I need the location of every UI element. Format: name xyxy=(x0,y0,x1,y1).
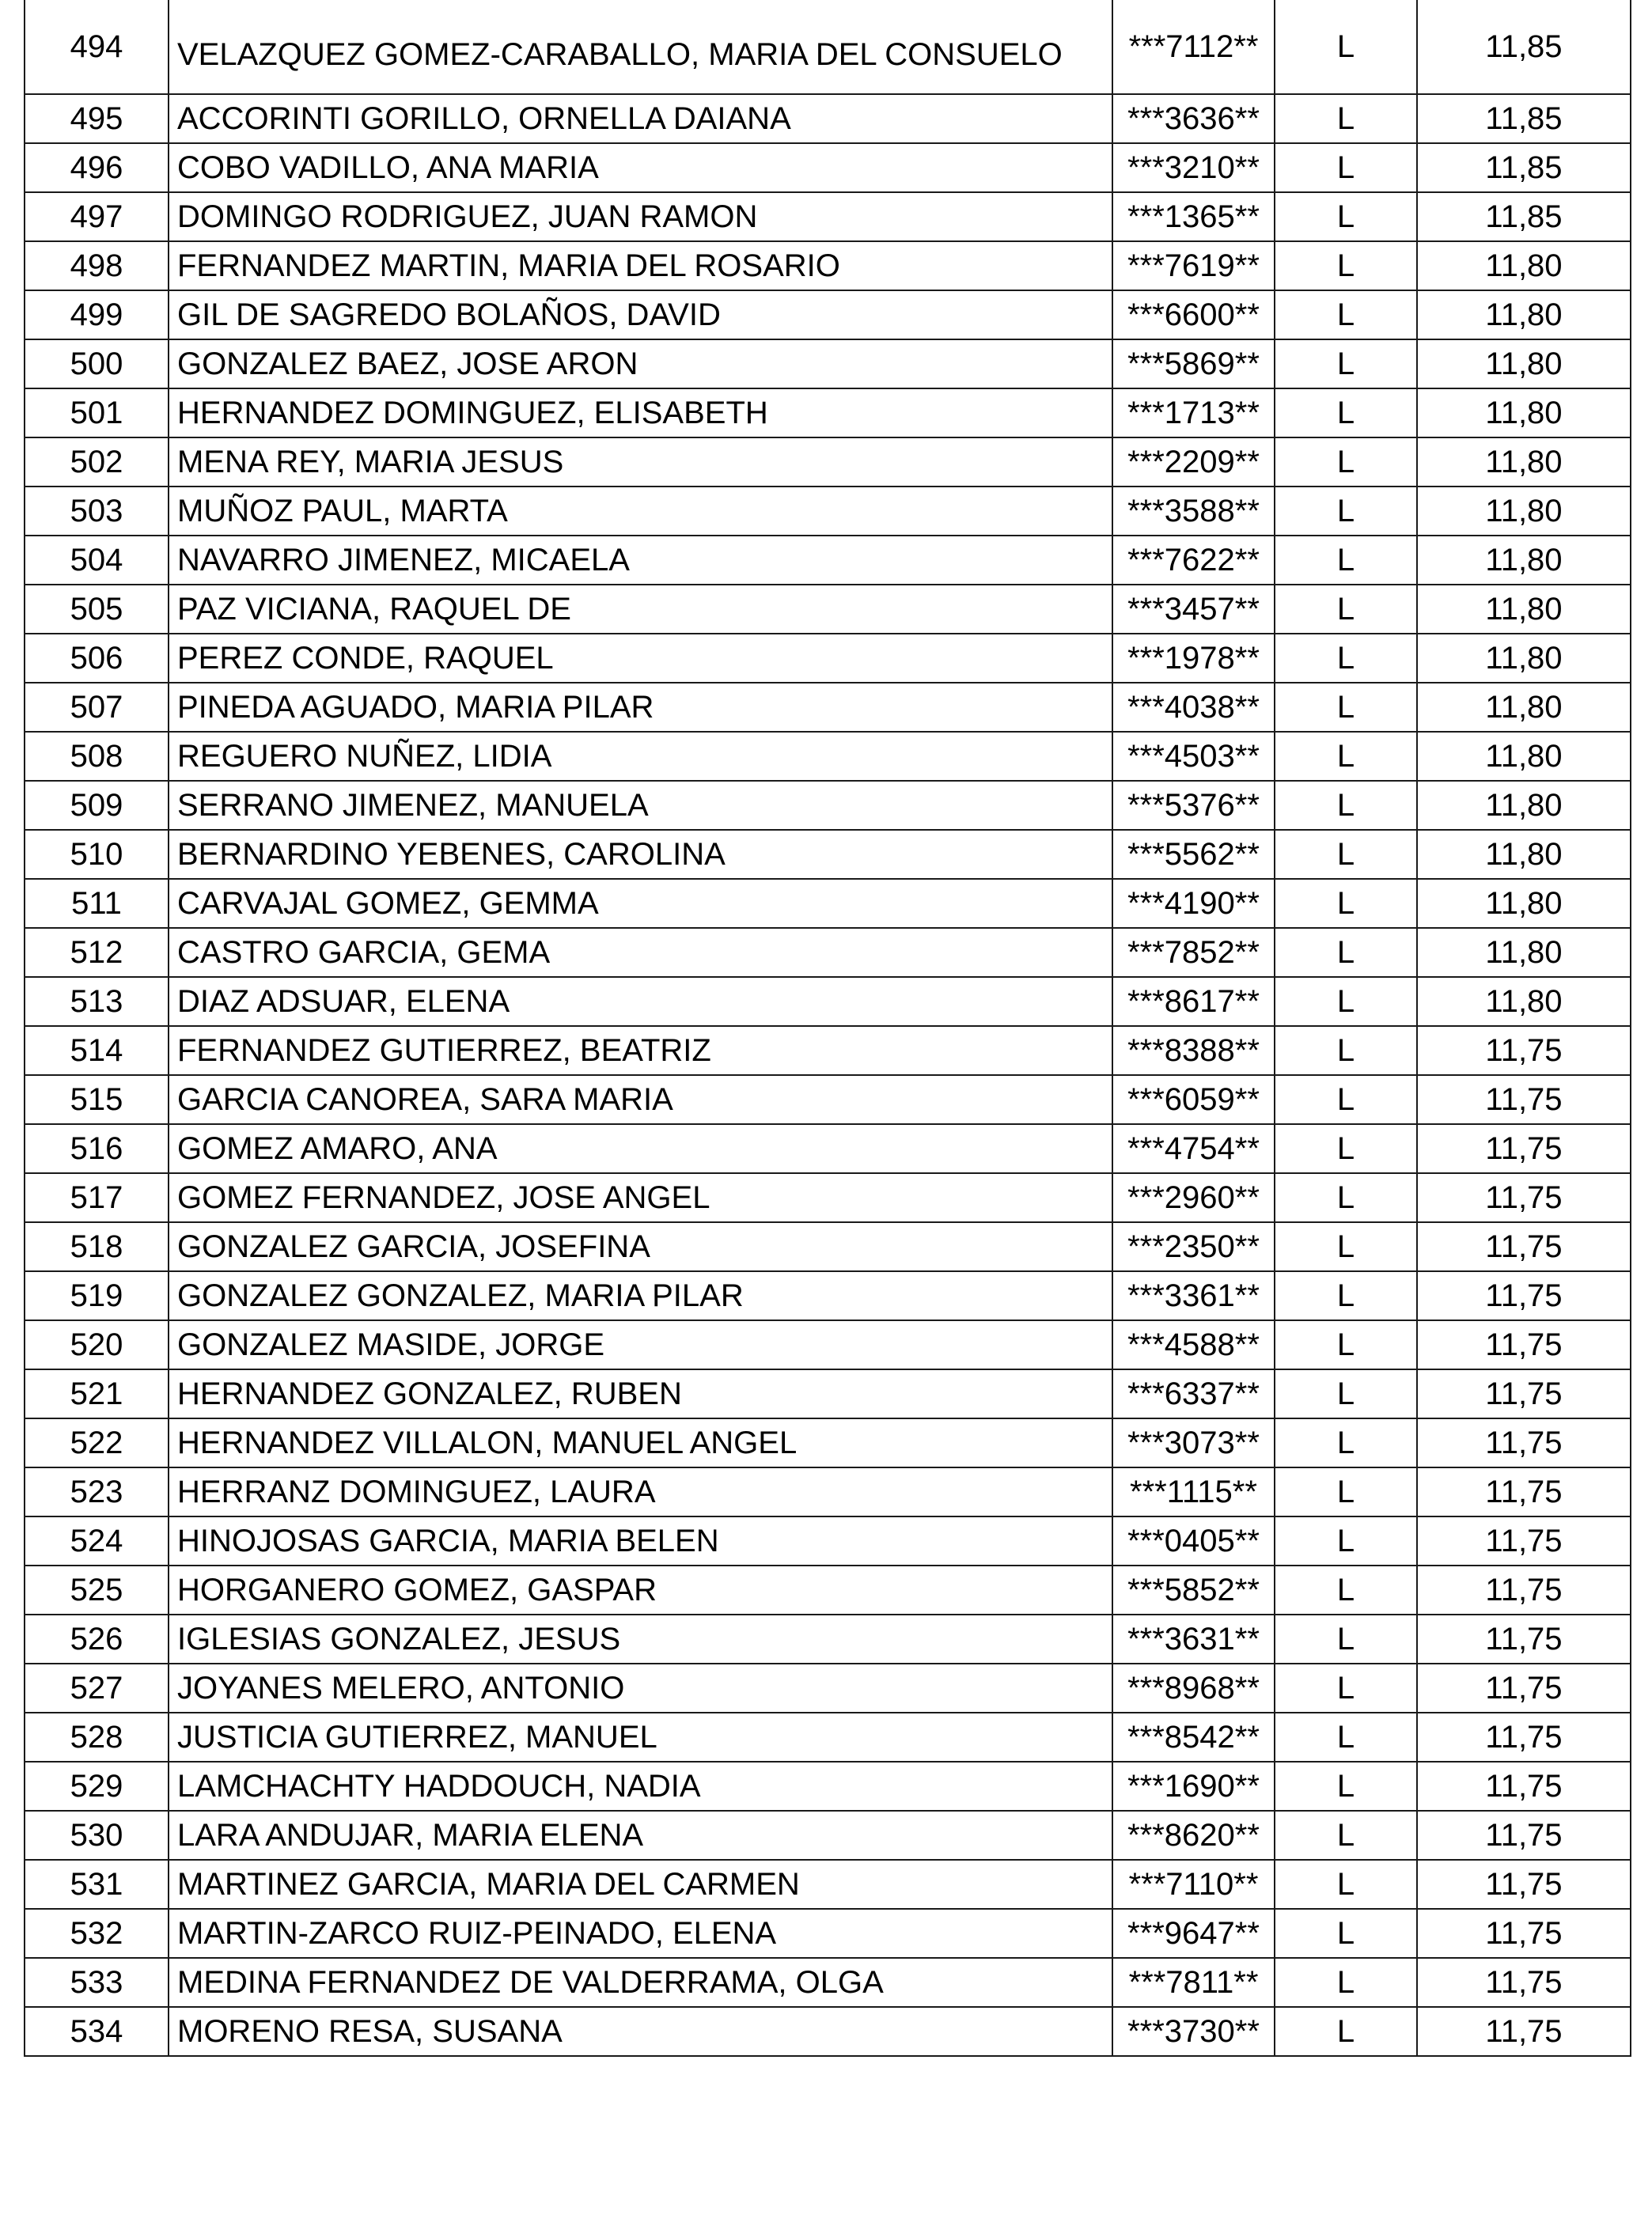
candidate-name: GARCIA CANOREA, SARA MARIA xyxy=(169,1075,1112,1124)
masked-id: ***1115** xyxy=(1112,1467,1275,1516)
table-row xyxy=(25,1026,1631,1075)
access-type: L xyxy=(1275,94,1417,143)
row-number: 501 xyxy=(25,388,169,437)
access-type: L xyxy=(1275,536,1417,585)
masked-id: ***7811** xyxy=(1112,1958,1275,2007)
score: 11,75 xyxy=(1417,1271,1631,1320)
table-row xyxy=(25,1958,1631,2007)
row-number: 519 xyxy=(25,1271,169,1320)
candidate-name: MARTINEZ GARCIA, MARIA DEL CARMEN xyxy=(169,1860,1112,1909)
masked-id: ***6059** xyxy=(1112,1075,1275,1124)
masked-id: ***4754** xyxy=(1112,1124,1275,1173)
masked-id: ***3636** xyxy=(1112,94,1275,143)
row-number: 513 xyxy=(25,977,169,1026)
score: 11,75 xyxy=(1417,1026,1631,1075)
candidate-name: ACCORINTI GORILLO, ORNELLA DAIANA xyxy=(169,94,1112,143)
masked-id: ***3631** xyxy=(1112,1615,1275,1664)
access-type: L xyxy=(1275,1418,1417,1467)
row-number: 516 xyxy=(25,1124,169,1173)
row-number: 528 xyxy=(25,1713,169,1762)
candidate-name: MARTIN-ZARCO RUIZ-PEINADO, ELENA xyxy=(169,1909,1112,1958)
masked-id: ***4190** xyxy=(1112,879,1275,928)
score: 11,85 xyxy=(1417,192,1631,241)
row-number: 494 xyxy=(25,0,169,94)
table-row xyxy=(25,487,1631,536)
row-number: 521 xyxy=(25,1369,169,1418)
candidate-name: PAZ VICIANA, RAQUEL DE xyxy=(169,585,1112,634)
table-row xyxy=(25,1271,1631,1320)
score: 11,80 xyxy=(1417,487,1631,536)
row-number: 527 xyxy=(25,1664,169,1713)
candidate-name: REGUERO NUÑEZ, LIDIA xyxy=(169,732,1112,781)
masked-id: ***2350** xyxy=(1112,1222,1275,1271)
candidate-name: MENA REY, MARIA JESUS xyxy=(169,437,1112,487)
masked-id: ***0405** xyxy=(1112,1516,1275,1566)
row-number: 532 xyxy=(25,1909,169,1958)
row-number: 499 xyxy=(25,290,169,339)
access-type: L xyxy=(1275,1615,1417,1664)
access-type: L xyxy=(1275,1762,1417,1811)
masked-id: ***2960** xyxy=(1112,1173,1275,1222)
table-row xyxy=(25,2007,1631,2056)
row-number: 510 xyxy=(25,830,169,879)
candidate-name: MUÑOZ PAUL, MARTA xyxy=(169,487,1112,536)
masked-id: ***8617** xyxy=(1112,977,1275,1026)
table-row xyxy=(25,241,1631,290)
access-type: L xyxy=(1275,634,1417,683)
score: 11,75 xyxy=(1417,1320,1631,1369)
candidate-name: GONZALEZ BAEZ, JOSE ARON xyxy=(169,339,1112,388)
score: 11,75 xyxy=(1417,1075,1631,1124)
row-number: 529 xyxy=(25,1762,169,1811)
candidate-name: GONZALEZ GARCIA, JOSEFINA xyxy=(169,1222,1112,1271)
masked-id: ***8620** xyxy=(1112,1811,1275,1860)
candidate-name: HINOJOSAS GARCIA, MARIA BELEN xyxy=(169,1516,1112,1566)
row-number: 507 xyxy=(25,683,169,732)
score: 11,80 xyxy=(1417,732,1631,781)
access-type: L xyxy=(1275,1124,1417,1173)
row-number: 520 xyxy=(25,1320,169,1369)
candidate-name: COBO VADILLO, ANA MARIA xyxy=(169,143,1112,192)
results-table-body xyxy=(25,0,1631,2056)
score: 11,85 xyxy=(1417,0,1631,94)
masked-id: ***6600** xyxy=(1112,290,1275,339)
table-row xyxy=(25,388,1631,437)
masked-id: ***4038** xyxy=(1112,683,1275,732)
access-type: L xyxy=(1275,928,1417,977)
candidate-name: HERNANDEZ VILLALON, MANUEL ANGEL xyxy=(169,1418,1112,1467)
table-row xyxy=(25,1860,1631,1909)
access-type: L xyxy=(1275,1271,1417,1320)
row-number: 495 xyxy=(25,94,169,143)
masked-id: ***1713** xyxy=(1112,388,1275,437)
table-row xyxy=(25,634,1631,683)
table-row xyxy=(25,1713,1631,1762)
access-type: L xyxy=(1275,879,1417,928)
score: 11,80 xyxy=(1417,977,1631,1026)
masked-id: ***7112** xyxy=(1112,0,1275,94)
candidate-name: GOMEZ FERNANDEZ, JOSE ANGEL xyxy=(169,1173,1112,1222)
row-number: 500 xyxy=(25,339,169,388)
row-number: 509 xyxy=(25,781,169,830)
table-row xyxy=(25,1075,1631,1124)
access-type: L xyxy=(1275,781,1417,830)
candidate-name: IGLESIAS GONZALEZ, JESUS xyxy=(169,1615,1112,1664)
score: 11,80 xyxy=(1417,879,1631,928)
row-number: 514 xyxy=(25,1026,169,1075)
access-type: L xyxy=(1275,977,1417,1026)
candidate-name: PEREZ CONDE, RAQUEL xyxy=(169,634,1112,683)
row-number: 515 xyxy=(25,1075,169,1124)
score: 11,80 xyxy=(1417,536,1631,585)
masked-id: ***5376** xyxy=(1112,781,1275,830)
row-number: 505 xyxy=(25,585,169,634)
access-type: L xyxy=(1275,437,1417,487)
access-type: L xyxy=(1275,1320,1417,1369)
score: 11,75 xyxy=(1417,1467,1631,1516)
access-type: L xyxy=(1275,1958,1417,2007)
candidate-name: GONZALEZ MASIDE, JORGE xyxy=(169,1320,1112,1369)
access-type: L xyxy=(1275,1369,1417,1418)
masked-id: ***7619** xyxy=(1112,241,1275,290)
row-number: 498 xyxy=(25,241,169,290)
masked-id: ***9647** xyxy=(1112,1909,1275,1958)
score: 11,75 xyxy=(1417,1615,1631,1664)
candidate-name: HORGANERO GOMEZ, GASPAR xyxy=(169,1566,1112,1615)
score: 11,80 xyxy=(1417,683,1631,732)
score: 11,80 xyxy=(1417,634,1631,683)
candidate-name: BERNARDINO YEBENES, CAROLINA xyxy=(169,830,1112,879)
table-row xyxy=(25,1811,1631,1860)
score: 11,75 xyxy=(1417,1909,1631,1958)
candidate-name: JUSTICIA GUTIERREZ, MANUEL xyxy=(169,1713,1112,1762)
score: 11,75 xyxy=(1417,1713,1631,1762)
table-row xyxy=(25,290,1631,339)
score: 11,75 xyxy=(1417,1173,1631,1222)
table-row xyxy=(25,781,1631,830)
access-type: L xyxy=(1275,1467,1417,1516)
masked-id: ***3457** xyxy=(1112,585,1275,634)
masked-id: ***3588** xyxy=(1112,487,1275,536)
access-type: L xyxy=(1275,192,1417,241)
table-row xyxy=(25,977,1631,1026)
results-document xyxy=(24,0,1630,2057)
access-type: L xyxy=(1275,1713,1417,1762)
candidate-name: VELAZQUEZ GOMEZ-CARABALLO, MARIA DEL CONSUELO xyxy=(169,0,1112,94)
candidate-name: GONZALEZ GONZALEZ, MARIA PILAR xyxy=(169,1271,1112,1320)
table-row xyxy=(25,928,1631,977)
masked-id: ***7110** xyxy=(1112,1860,1275,1909)
table-row xyxy=(25,1320,1631,1369)
candidate-name: FERNANDEZ MARTIN, MARIA DEL ROSARIO xyxy=(169,241,1112,290)
access-type: L xyxy=(1275,1860,1417,1909)
row-number: 504 xyxy=(25,536,169,585)
access-type: L xyxy=(1275,1516,1417,1566)
candidate-name: HERNANDEZ GONZALEZ, RUBEN xyxy=(169,1369,1112,1418)
candidate-name: JOYANES MELERO, ANTONIO xyxy=(169,1664,1112,1713)
row-number: 524 xyxy=(25,1516,169,1566)
access-type: L xyxy=(1275,388,1417,437)
access-type: L xyxy=(1275,339,1417,388)
candidate-name: LAMCHACHTY HADDOUCH, NADIA xyxy=(169,1762,1112,1811)
table-row xyxy=(25,879,1631,928)
candidate-name: FERNANDEZ GUTIERREZ, BEATRIZ xyxy=(169,1026,1112,1075)
access-type: L xyxy=(1275,1811,1417,1860)
masked-id: ***1978** xyxy=(1112,634,1275,683)
access-type: L xyxy=(1275,1664,1417,1713)
candidate-name: MORENO RESA, SUSANA xyxy=(169,2007,1112,2056)
score: 11,80 xyxy=(1417,781,1631,830)
score: 11,80 xyxy=(1417,585,1631,634)
table-row xyxy=(25,1566,1631,1615)
access-type: L xyxy=(1275,1222,1417,1271)
row-number: 517 xyxy=(25,1173,169,1222)
table-row xyxy=(25,192,1631,241)
access-type: L xyxy=(1275,1909,1417,1958)
row-number: 496 xyxy=(25,143,169,192)
row-number: 522 xyxy=(25,1418,169,1467)
candidate-name: PINEDA AGUADO, MARIA PILAR xyxy=(169,683,1112,732)
score: 11,75 xyxy=(1417,1516,1631,1566)
candidate-name: GOMEZ AMARO, ANA xyxy=(169,1124,1112,1173)
table-row xyxy=(25,1369,1631,1418)
masked-id: ***5852** xyxy=(1112,1566,1275,1615)
score: 11,75 xyxy=(1417,1566,1631,1615)
access-type: L xyxy=(1275,290,1417,339)
score: 11,75 xyxy=(1417,2007,1631,2056)
access-type: L xyxy=(1275,585,1417,634)
score: 11,85 xyxy=(1417,143,1631,192)
masked-id: ***4588** xyxy=(1112,1320,1275,1369)
access-type: L xyxy=(1275,683,1417,732)
table-row xyxy=(25,1615,1631,1664)
masked-id: ***1365** xyxy=(1112,192,1275,241)
table-row xyxy=(25,0,1631,94)
table-row xyxy=(25,94,1631,143)
row-number: 506 xyxy=(25,634,169,683)
score: 11,80 xyxy=(1417,928,1631,977)
row-number: 518 xyxy=(25,1222,169,1271)
table-row xyxy=(25,585,1631,634)
masked-id: ***4503** xyxy=(1112,732,1275,781)
candidate-name: CARVAJAL GOMEZ, GEMMA xyxy=(169,879,1112,928)
score: 11,80 xyxy=(1417,290,1631,339)
masked-id: ***5562** xyxy=(1112,830,1275,879)
table-row xyxy=(25,1173,1631,1222)
row-number: 503 xyxy=(25,487,169,536)
access-type: L xyxy=(1275,732,1417,781)
score: 11,75 xyxy=(1417,1418,1631,1467)
score: 11,75 xyxy=(1417,1124,1631,1173)
table-row xyxy=(25,1664,1631,1713)
candidate-name: DOMINGO RODRIGUEZ, JUAN RAMON xyxy=(169,192,1112,241)
masked-id: ***1690** xyxy=(1112,1762,1275,1811)
table-row xyxy=(25,1418,1631,1467)
score: 11,75 xyxy=(1417,1958,1631,2007)
masked-id: ***2209** xyxy=(1112,437,1275,487)
access-type: L xyxy=(1275,0,1417,94)
table-row xyxy=(25,1124,1631,1173)
table-row xyxy=(25,143,1631,192)
score: 11,80 xyxy=(1417,830,1631,879)
table-row xyxy=(25,683,1631,732)
row-number: 497 xyxy=(25,192,169,241)
score: 11,75 xyxy=(1417,1811,1631,1860)
masked-id: ***8388** xyxy=(1112,1026,1275,1075)
row-number: 502 xyxy=(25,437,169,487)
access-type: L xyxy=(1275,830,1417,879)
candidate-name: SERRANO JIMENEZ, MANUELA xyxy=(169,781,1112,830)
row-number: 534 xyxy=(25,2007,169,2056)
score: 11,75 xyxy=(1417,1222,1631,1271)
masked-id: ***3210** xyxy=(1112,143,1275,192)
masked-id: ***7622** xyxy=(1112,536,1275,585)
masked-id: ***7852** xyxy=(1112,928,1275,977)
row-number: 533 xyxy=(25,1958,169,2007)
candidate-name: DIAZ ADSUAR, ELENA xyxy=(169,977,1112,1026)
candidate-name: LARA ANDUJAR, MARIA ELENA xyxy=(169,1811,1112,1860)
row-number: 523 xyxy=(25,1467,169,1516)
masked-id: ***3730** xyxy=(1112,2007,1275,2056)
candidate-name: NAVARRO JIMENEZ, MICAELA xyxy=(169,536,1112,585)
score: 11,75 xyxy=(1417,1762,1631,1811)
candidate-name: HERRANZ DOMINGUEZ, LAURA xyxy=(169,1467,1112,1516)
table-row xyxy=(25,536,1631,585)
row-number: 512 xyxy=(25,928,169,977)
score: 11,80 xyxy=(1417,388,1631,437)
candidate-name: GIL DE SAGREDO BOLAÑOS, DAVID xyxy=(169,290,1112,339)
results-table xyxy=(24,0,1631,2057)
masked-id: ***8542** xyxy=(1112,1713,1275,1762)
candidate-name: HERNANDEZ DOMINGUEZ, ELISABETH xyxy=(169,388,1112,437)
access-type: L xyxy=(1275,1173,1417,1222)
score: 11,75 xyxy=(1417,1664,1631,1713)
access-type: L xyxy=(1275,143,1417,192)
table-row xyxy=(25,732,1631,781)
score: 11,85 xyxy=(1417,94,1631,143)
row-number: 525 xyxy=(25,1566,169,1615)
masked-id: ***6337** xyxy=(1112,1369,1275,1418)
score: 11,75 xyxy=(1417,1860,1631,1909)
score: 11,75 xyxy=(1417,1369,1631,1418)
row-number: 526 xyxy=(25,1615,169,1664)
score: 11,80 xyxy=(1417,339,1631,388)
table-row xyxy=(25,1516,1631,1566)
access-type: L xyxy=(1275,1075,1417,1124)
access-type: L xyxy=(1275,1026,1417,1075)
row-number: 511 xyxy=(25,879,169,928)
access-type: L xyxy=(1275,487,1417,536)
candidate-name: CASTRO GARCIA, GEMA xyxy=(169,928,1112,977)
score: 11,80 xyxy=(1417,241,1631,290)
row-number: 531 xyxy=(25,1860,169,1909)
row-number: 508 xyxy=(25,732,169,781)
score: 11,80 xyxy=(1417,437,1631,487)
table-row xyxy=(25,1467,1631,1516)
access-type: L xyxy=(1275,2007,1417,2056)
masked-id: ***8968** xyxy=(1112,1664,1275,1713)
access-type: L xyxy=(1275,241,1417,290)
table-row xyxy=(25,339,1631,388)
masked-id: ***3073** xyxy=(1112,1418,1275,1467)
table-row xyxy=(25,830,1631,879)
table-row xyxy=(25,437,1631,487)
access-type: L xyxy=(1275,1566,1417,1615)
row-number: 530 xyxy=(25,1811,169,1860)
masked-id: ***3361** xyxy=(1112,1271,1275,1320)
table-row xyxy=(25,1909,1631,1958)
table-row xyxy=(25,1222,1631,1271)
table-row xyxy=(25,1762,1631,1811)
masked-id: ***5869** xyxy=(1112,339,1275,388)
candidate-name: MEDINA FERNANDEZ DE VALDERRAMA, OLGA xyxy=(169,1958,1112,2007)
